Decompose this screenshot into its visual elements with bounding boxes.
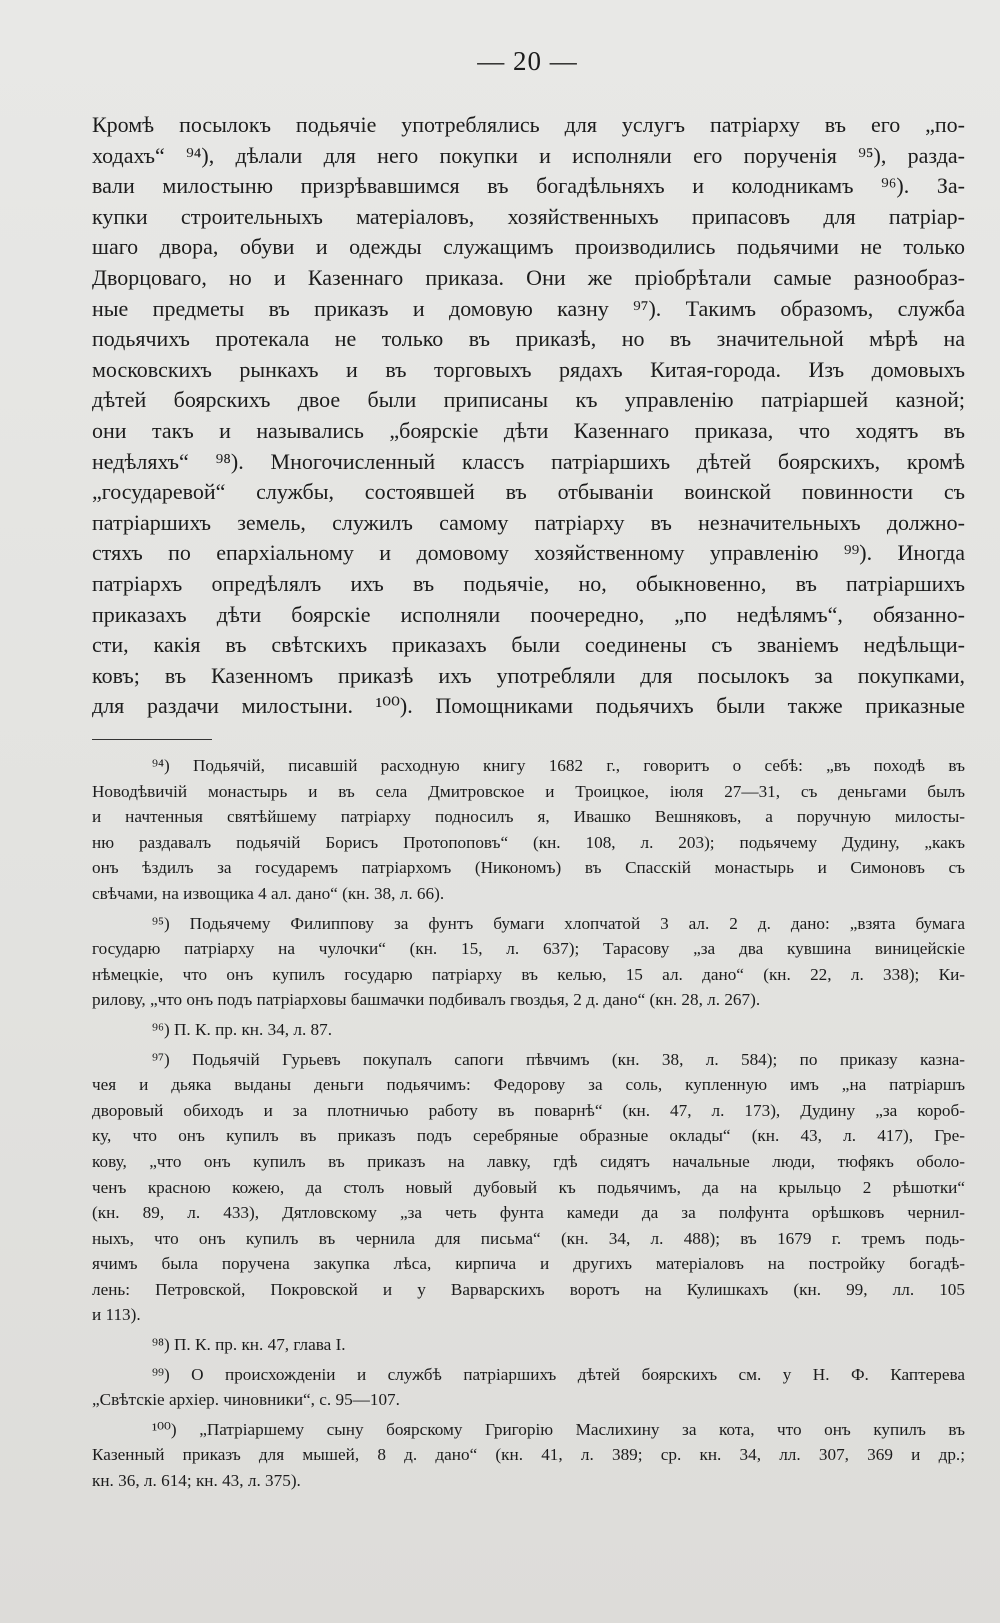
footnote bbox=[92, 1332, 965, 1358]
footnote-line: кову, „что онъ купилъ въ приказъ на лавку, гдѣ сидятъ начальные люди, тюфякъ оболо- bbox=[92, 1151, 965, 1171]
main-text-line: они такъ и назывались „боярскіе дѣти Казеннаго приказа, что ходятъ въ bbox=[92, 417, 965, 443]
footnote bbox=[92, 1017, 965, 1043]
footnote bbox=[92, 911, 965, 1013]
footnote-line: ячимъ была поручена закупка лѣса, кирпича и другихъ матеріаловъ на постройку богадѣ- bbox=[92, 1254, 965, 1274]
footnote-line: Казенный приказъ для мышей, 8 д. дано“ (кн. 41, л. 389; ср. кн. 34, лл. 307, 369 и др.; bbox=[92, 1445, 965, 1465]
main-text-line: ные предметы въ приказъ и домовую казну ⁹⁷). Такимъ образомъ, служба bbox=[92, 295, 965, 321]
main-text-line: ходахъ“ ⁹⁴), дѣлали для него покупки и исполняли его порученія ⁹⁵), разда- bbox=[92, 142, 965, 168]
main-text-line: для раздачи милостыни. ¹⁰⁰). Помощниками подьячихъ были также приказные bbox=[92, 693, 965, 719]
footnote-line: ныхъ, что онъ купилъ въ чернила для письма“ (кн. 34, л. 488); въ 1679 г. тремъ подь- bbox=[92, 1228, 965, 1248]
footnote-line: „Свѣтскіе архіер. чиновники“, с. 95—107. bbox=[92, 1390, 400, 1410]
footnote bbox=[92, 1047, 965, 1329]
footnote-line: и 113). bbox=[92, 1305, 141, 1325]
main-text-line: патріархъ опредѣлялъ ихъ въ подьячіе, но, обыкновенно, въ патріаршихъ bbox=[92, 570, 965, 596]
main-text-line: Дворцоваго, но и Казеннаго приказа. Они же пріобрѣтали самые разнообраз- bbox=[92, 264, 965, 290]
footnote-line: ⁹⁴) Подьячій, писавшій расходную книгу 1682 г., говоритъ о себѣ: „въ походѣ въ bbox=[152, 756, 965, 775]
main-text-line: купки строительныхъ матеріаловъ, хозяйственныхъ припасовъ для патріар- bbox=[92, 203, 965, 229]
footnote-line: ⁹⁸) П. К. пр. кн. 47, глава I. bbox=[152, 1335, 346, 1355]
main-text-line: дѣтей боярскихъ двое были приписаны къ управленію патріаршей казной; bbox=[92, 387, 965, 413]
footnote-line: лень: Петровской, Покровской и у Варварскихъ воротъ на Кулишкахъ (кн. 99, лл. 105 bbox=[92, 1279, 965, 1299]
footnote-line: ню раздавалъ подьячій Борисъ Протопоповъ“ (кн. 108, л. 203); подьячему Дудину, „какъ bbox=[92, 832, 965, 852]
footnotes bbox=[92, 753, 965, 1498]
footnote-line: ⁹⁵) Подьячему Филиппову за фунтъ бумаги хлопчатой 3 ал. 2 д. дано: „взята бумага bbox=[152, 913, 965, 933]
main-text-line: московскихъ рынкахъ и въ торговыхъ рядахъ Китая-города. Изъ домовыхъ bbox=[92, 356, 965, 382]
footnote bbox=[92, 1362, 965, 1413]
footnote bbox=[92, 1417, 965, 1494]
main-text-line: ковъ; въ Казенномъ приказѣ ихъ употребляли для посылокъ за покупками, bbox=[92, 662, 965, 688]
footnote-line: кн. 36, л. 614; кн. 43, л. 375). bbox=[92, 1471, 301, 1491]
footnote-line: нѣмецкіе, что онъ купилъ государю патріарху въ келью, 15 ал. дано“ (кн. 22, л. 338); Ки- bbox=[92, 964, 965, 984]
page-number: — 20 — bbox=[477, 46, 578, 76]
footnote-line: свѣчами, на извощика 4 ал. дано“ (кн. 38, л. 66). bbox=[92, 883, 445, 903]
footnote-divider bbox=[92, 739, 212, 740]
footnote-line: рилову, „что онъ подъ патріарховы башмачки подбивалъ гвоздья, 2 д. дано“ (кн. 28, л. 267). bbox=[92, 990, 761, 1010]
footnote-line: государю патріарху на чулочки“ (кн. 15, л. 637); Тарасову „за два кувшина виницейскіе bbox=[92, 939, 965, 959]
main-text-line: подьячихъ протекала не только въ приказѣ, но въ значительной мѣрѣ на bbox=[92, 326, 965, 352]
main-text bbox=[92, 110, 965, 722]
footnote-line: (кн. 89, л. 433), Дятловскому „за четь фунта камеди да за полфунта орѣшковъ чернил- bbox=[92, 1203, 965, 1223]
main-text-line: Кромѣ посылокъ подьячіе употреблялись для услугъ патріарху въ его „по- bbox=[92, 112, 965, 137]
footnote-line: онъ ѣздилъ за государемъ патріархомъ (Никономъ) въ Спасскій монастырь и Симоновъ съ bbox=[92, 858, 965, 878]
footnote-line: чея и дьяка выданы деньги подьячимъ: Федорову за соль, купленную имъ „на патріаршъ bbox=[92, 1075, 965, 1095]
main-text-line: патріаршихъ земель, служилъ самому патріарху въ незначительныхъ должно- bbox=[92, 509, 965, 535]
footnote-line: ку, что онъ купилъ въ приказъ подъ серебряные образные оклады“ (кн. 43, л. 417), Гре- bbox=[92, 1126, 965, 1146]
main-text-line: шаго двора, обуви и одежды служащимъ производились подьячими не только bbox=[92, 234, 965, 260]
main-text-line: „государевой“ службы, состоявшей въ отбываніи воинской повинности съ bbox=[92, 479, 965, 505]
main-text-line: вали милостыню призрѣвавшимся въ богадѣльняхъ и колодникамъ ⁹⁶). За- bbox=[92, 173, 965, 199]
footnote-line: ⁹⁷) Подьячій Гурьевъ покупалъ сапоги пѣвчимъ (кн. 38, л. 584); по приказу казна- bbox=[152, 1049, 965, 1069]
footnote-line: ченъ красною кожею, да столъ новый дубовый къ подьячимъ, да на крыльцо 2 рѣшотки“ bbox=[92, 1177, 965, 1197]
footnote bbox=[92, 753, 965, 907]
footnote-line: Новодѣвичій монастырь и въ села Дмитровское и Троицкое, іюля 27—31, съ деньгами былъ bbox=[92, 781, 965, 801]
footnote-line: и начтенныя святѣйшему патріарху подносилъ я, Ивашко Вешняковъ, а поручную милосты- bbox=[92, 807, 965, 827]
main-text-line: приказахъ дѣти боярскіе исполняли поочередно, „по недѣлямъ“, обязанно- bbox=[92, 601, 965, 627]
main-text-line: недѣляхъ“ ⁹⁸). Многочисленный классъ патріаршихъ дѣтей боярскихъ, кромѣ bbox=[92, 448, 965, 474]
footnote-line: ⁹⁶) П. К. пр. кн. 34, л. 87. bbox=[152, 1019, 333, 1039]
footnote-line: ⁹⁹) О происхожденіи и службѣ патріаршихъ дѣтей боярскихъ см. у Н. Ф. Каптерева bbox=[152, 1364, 965, 1384]
main-text-line: сти, какія въ свѣтскихъ приказахъ были соединены съ званіемъ недѣльщи- bbox=[92, 632, 965, 658]
footnote-line: ¹⁰⁰) „Патріаршему сыну боярскому Григорію Маслихину за кота, что онъ купилъ въ bbox=[152, 1419, 965, 1439]
main-text-line: стяхъ по епархіальному и домовому хозяйственному управленію ⁹⁹). Иногда bbox=[92, 540, 965, 566]
footnote-line: дворовый обиходъ и за плотничью работу въ поварнѣ“ (кн. 47, л. 173), Дудину „за короб- bbox=[92, 1100, 965, 1120]
